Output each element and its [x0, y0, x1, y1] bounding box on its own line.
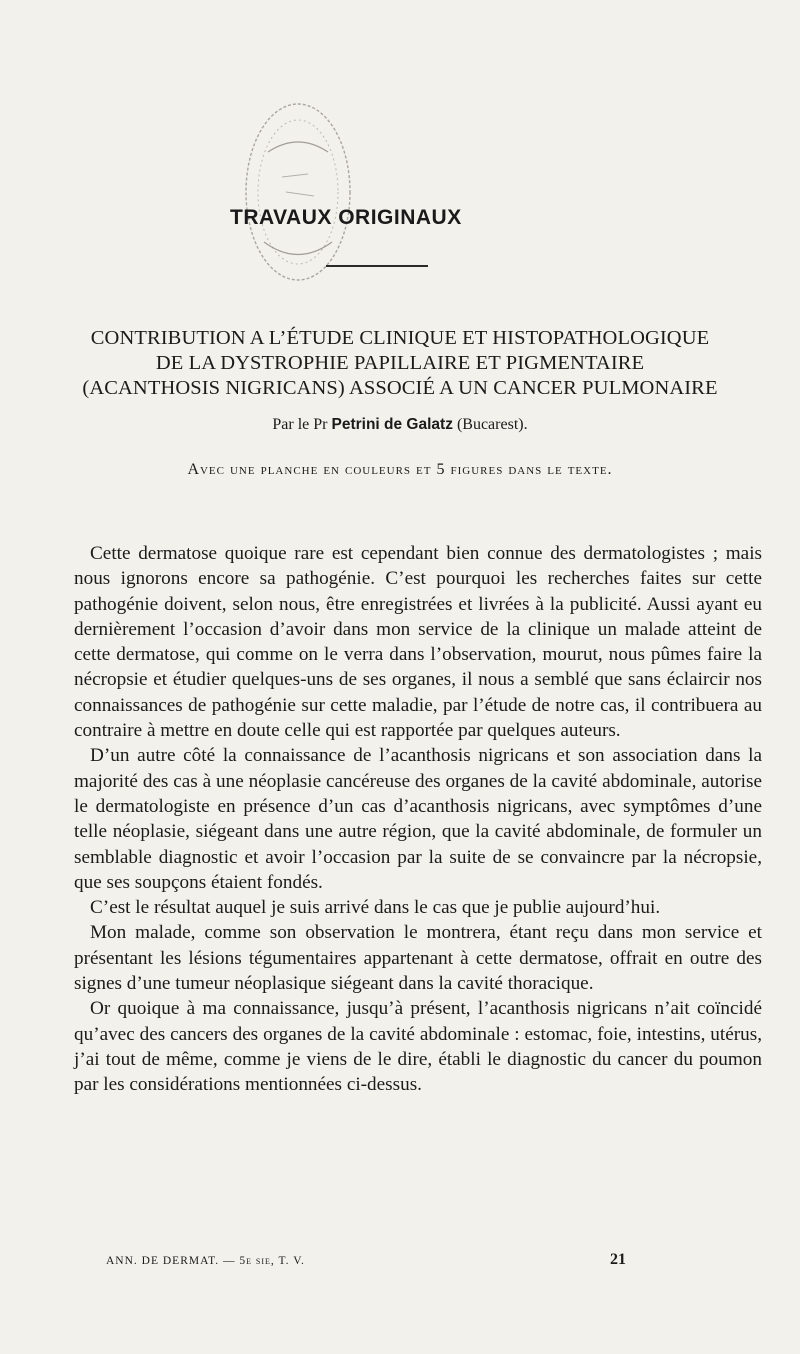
- paragraph: Cette dermatose quoique rare est cependant bien connue des dermatologistes ; mais nous ignorons encore sa pathogénie. C’est pourquoi les recherches faites sur cette pathogénie doivent, selon nous, être enregistrées et livrées à la publicité. Aussi ayant eu dernièrement l’occasion d’avoir dans mon service de la clinique un malade atteint de cette dermatose, qui comme on le verra dans l’observation, mourut, nous pûmes faire la nécropsie et étudier quelques-uns de ses organes, il nous a semblé que sans éclaircir nos connaissances de pathogénie sur cette maladie, par l’étude de notre cas, il contribuera au contraire à mettre en doute celle qui est rapportée par quelques auteurs.: [74, 543, 762, 742]
- byline-suffix: (Bucarest).: [452, 416, 528, 433]
- subtitle: Avec une planche en couleurs et 5 figures dans le texte.: [187, 461, 613, 478]
- library-stamp-icon: [238, 92, 368, 292]
- author-name: Petrini de Galatz: [331, 416, 453, 433]
- section-heading: TRAVAUX ORIGINAUX: [230, 206, 462, 229]
- byline-prefix: Par le Pr: [272, 416, 332, 433]
- paragraph: Mon malade, comme son observation le montrera, étant reçu dans mon service et présentant les lésions tégumentaires appartenant à cette dermatose, offrait en outre des signes d’une tumeur néoplasique siégeant dans la cavité thoracique.: [74, 922, 762, 995]
- heading-rule: [326, 265, 428, 267]
- byline: [0, 416, 800, 434]
- paragraph: C’est le résultat auquel je suis arrivé dans le cas que je publie aujourd’hui.: [90, 897, 661, 919]
- title-line: DE LA DYSTROPHIE PAPILLAIRE ET PIGMENTAIRE: [155, 352, 645, 374]
- article-title: [40, 326, 760, 401]
- page-footer: [106, 1251, 626, 1268]
- page-number: 21: [610, 1251, 626, 1268]
- paragraph: D’un autre côté la connaissance de l’acanthosis nigricans et son association dans la majorité des cas à une néoplasie cancéreuse des organes de la cavité abdominale, autorise le dermatologiste en présence d’un cas d’acanthosis nigricans, avec symptômes d’une telle néoplasie, siégeant dans une autre région, que la cavité abdominale, de formuler un semblable diagnostic et avoir l’occasion par la suite de se convaincre par la nécropsie, que ses soupçons étaient fondés.: [74, 745, 762, 893]
- title-line: CONTRIBUTION A L’ÉTUDE CLINIQUE ET HISTOPATHOLOGIQUE: [90, 327, 710, 349]
- title-line: (ACANTHOSIS NIGRICANS) ASSOCIÉ A UN CANCER PULMONAIRE: [82, 377, 718, 399]
- journal-reference: ANN. DE DERMAT. — 5e sie, T. V.: [106, 1255, 305, 1267]
- paragraph: Or quoique à ma connaissance, jusqu’à présent, l’acanthosis nigricans n’ait coïncidé qu’avec des cancers des organes de la cavité abdominale : estomac, foie, intestins, utérus, j’ai tout de même, comme je viens de le dire, établi le diagnostic du cancer du poumon par les considérations mentionnées ci-dessus.: [74, 998, 762, 1096]
- article-body: [74, 541, 762, 1098]
